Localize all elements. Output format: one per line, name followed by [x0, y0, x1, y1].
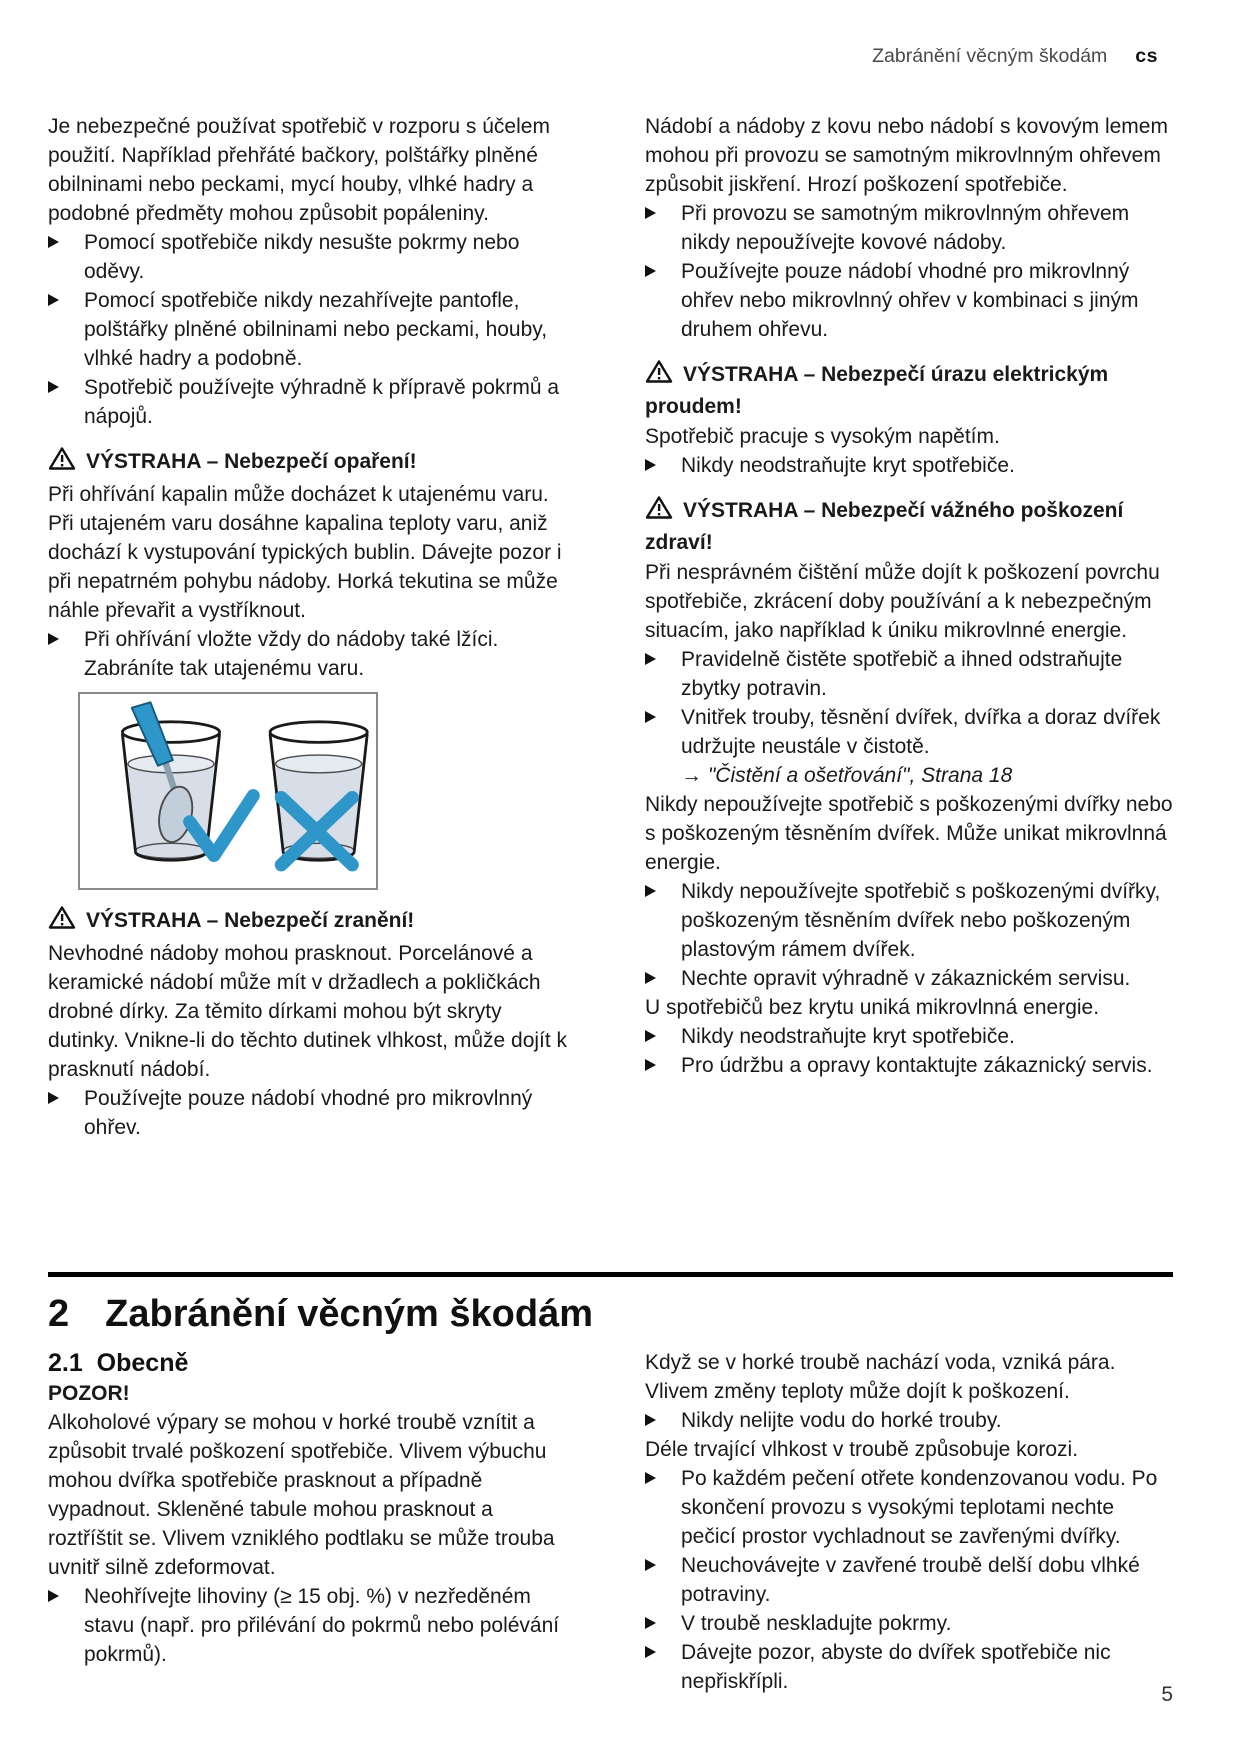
bullet-triangle-icon: [48, 1084, 84, 1142]
bullet-text: Dávejte pozor, abyste do dvířek spotřebiče nic nepřiskřípli.: [681, 1641, 1111, 1693]
bullet-triangle-icon: [48, 286, 84, 373]
bullet-text: Neuchovávejte v zavřené troubě delší dobu vlhké potraviny.: [681, 1554, 1140, 1606]
paragraph: U spotřebičů bez krytu uniká mikrovlnná energie.: [645, 996, 1100, 1019]
chapter-title: Zabránění věcným škodám: [105, 1293, 593, 1335]
bullet-triangle-icon: [645, 1609, 681, 1638]
paragraph: Alkoholové výpary se mohou v horké troubě vznítit a způsobit trvalé poškození spotřebiče. Vlivem výbuchu mohou dvířka spotřebiče prasknout a případně vypadnout. Skleněné tabule mohou prasknout a roztříštit se. Vlivem vzniklého podtlaku se může trouba uvnitř silně zdeformovat.: [48, 1411, 555, 1579]
list-item: [645, 1464, 1173, 1551]
warning-title: VÝSTRAHA – Nebezpečí úrazu elektrickým proudem!: [645, 363, 1109, 418]
chapter-heading: [48, 1292, 593, 1336]
paragraph: Při ohřívání kapalin může docházet k utajenému varu. Při utajeném varu dosáhne kapalina teploty varu, aniž dochází k vystupování typických bublin. Dávejte pozor i při nepatrném pohybu nádoby. Horká tekutina se může náhle převařit a vystříknout.: [48, 483, 562, 622]
list-item: [645, 703, 1173, 761]
bullet-text: Při ohřívání vložte vždy do nádoby také lžíci. Zabráníte tak utajenému varu.: [84, 628, 499, 680]
list-item: [48, 625, 572, 683]
section-subheading: [48, 1348, 572, 1379]
paragraph: Když se v horké troubě nachází voda, vzniká pára. Vlivem změny teploty může dojít k poškození.: [645, 1351, 1116, 1403]
bullet-triangle-icon: [645, 645, 681, 703]
paragraph: Nádobí a nádoby z kovu nebo nádobí s kovovým lemem mohou při provozu se samotným mikrovlnným ohřevem způsobit jiskření. Hrozí poškození spotřebiče.: [645, 115, 1168, 196]
bullet-text: Pravidelně čistěte spotřebič a ihned odstraňujte zbytky potravin.: [681, 648, 1123, 700]
bullet-text: Při provozu se samotným mikrovlnným ohřevem nikdy nepoužívejte kovové nádoby.: [681, 202, 1130, 254]
warning-title: VÝSTRAHA – Nebezpečí zranění!: [86, 909, 415, 932]
bottom-left-column: [48, 1348, 572, 1669]
list-item: [645, 257, 1173, 344]
paragraph: Při nesprávném čištění může dojít k poškození povrchu spotřebiče, zkrácení doby používání a k nebezpečným situacím, jako například k úniku mikrovlnné energie.: [645, 561, 1160, 642]
bullet-text: Pomocí spotřebiče nikdy nesušte pokrmy nebo oděvy.: [84, 231, 520, 283]
bullet-triangle-icon: [645, 451, 681, 480]
bullet-text: Neohřívejte lihoviny (≥ 15 obj. %) v nezředěném stavu (např. pro přilévání do pokrmů nebo polévání pokrmů).: [84, 1585, 560, 1666]
bullet-triangle-icon: [48, 625, 84, 683]
bullet-text: Nikdy neodstraňujte kryt spotřebiče.: [681, 454, 1015, 477]
bullet-text: Nikdy nelijte vodu do horké trouby.: [681, 1409, 1002, 1432]
list-item: [645, 451, 1173, 480]
warning-triangle-icon: [645, 359, 673, 392]
bullet-text: Po každém pečení otřete kondenzovanou vodu. Po skončení provozu s vysokými teplotami nechte pečicí prostor vychladnout se zavřenými dvířky.: [681, 1467, 1158, 1548]
bullet-text: Nikdy neodstraňujte kryt spotřebiče.: [681, 1025, 1015, 1048]
bullet-triangle-icon: [48, 228, 84, 286]
bullet-triangle-icon: [645, 703, 681, 761]
attention-label: POZOR!: [48, 1382, 130, 1405]
list-item: [645, 1051, 1173, 1080]
warning-title: VÝSTRAHA – Nebezpečí vážného poškození zdraví!: [645, 499, 1124, 554]
subsection-number: 2.1: [48, 1349, 83, 1377]
list-item: [645, 645, 1173, 703]
chapter-number: 2: [48, 1293, 70, 1335]
list-item: [48, 373, 572, 431]
bullet-triangle-icon: [645, 199, 681, 257]
list-item: [645, 199, 1173, 257]
bullet-triangle-icon: [645, 964, 681, 993]
warning-heading: [48, 905, 572, 938]
bullet-text: Vnitřek trouby, těsnění dvířek, dvířka a doraz dvířek udržujte neustále v čistotě.: [681, 706, 1161, 758]
bullet-text: V troubě neskladujte pokrmy.: [681, 1612, 952, 1635]
bullet-text: Spotřebič používejte výhradně k přípravě pokrmů a nápojů.: [84, 376, 560, 428]
chapter-divider-rule: [48, 1272, 1173, 1277]
list-item: [645, 1406, 1173, 1435]
list-item: [48, 286, 572, 373]
language-code: cs: [1135, 45, 1158, 67]
list-item: [645, 1551, 1173, 1609]
list-item: [645, 877, 1173, 964]
paragraph: Nevhodné nádoby mohou prasknout. Porcelánové a keramické nádobí může mít v držadlech a pokličkách drobné dírky. Za těmito dírkami mohou být skryty dutinky. Vnikne-li do těchto dutinek vlhkost, může dojít k prasknutí nádobí.: [48, 942, 568, 1081]
warning-triangle-icon: [48, 905, 76, 938]
page-number: 5: [1161, 1683, 1173, 1706]
bullet-triangle-icon: [645, 877, 681, 964]
bullet-triangle-icon: [645, 257, 681, 344]
bullet-triangle-icon: [645, 1051, 681, 1080]
bullet-text: Používejte pouze nádobí vhodné pro mikrovlnný ohřev nebo mikrovlnný ohřev v kombinaci s jiným druhem ohřevu.: [681, 260, 1139, 341]
list-item: [645, 964, 1173, 993]
list-item: [645, 1609, 1173, 1638]
list-item: [48, 1084, 572, 1142]
subsection-title: Obecně: [96, 1349, 189, 1377]
warning-heading: [645, 359, 1173, 421]
list-item: [48, 1582, 572, 1669]
running-header: [48, 42, 1158, 71]
top-right-column: [645, 112, 1173, 1080]
warning-heading: [645, 495, 1173, 557]
bullet-triangle-icon: [645, 1464, 681, 1551]
paragraph: Nikdy nepoužívejte spotřebič s poškozenými dvířky nebo s poškozeným těsněním dvířek. Může unikat mikrovlnná energie.: [645, 793, 1173, 874]
bullet-text: Pro údržbu a opravy kontaktujte zákaznický servis.: [681, 1054, 1153, 1077]
warning-title: VÝSTRAHA – Nebezpečí opaření!: [86, 450, 417, 473]
bullet-triangle-icon: [48, 373, 84, 431]
running-header-title: Zabránění věcným škodám: [872, 45, 1108, 67]
bullet-text: Používejte pouze nádobí vhodné pro mikrovlnný ohřev.: [84, 1087, 533, 1139]
list-item: [48, 228, 572, 286]
paragraph: Déle trvající vlhkost v troubě způsobuje korozi.: [645, 1438, 1079, 1461]
bullet-text: Pomocí spotřebiče nikdy nezahřívejte pantofle, polštářky plněné obilninami nebo peckami, houby, vlhké hadry a podobně.: [84, 289, 548, 370]
glasses-illustration: [85, 699, 371, 883]
bullet-triangle-icon: [645, 1551, 681, 1609]
bullet-triangle-icon: [645, 1022, 681, 1051]
bottom-right-column: [645, 1348, 1173, 1696]
warning-triangle-icon: [48, 446, 76, 479]
spoon-in-glass-figure: [78, 692, 378, 890]
warning-triangle-icon: [645, 495, 673, 528]
cross-reference: → "Čistění a ošetřování", Strana 18: [681, 764, 1013, 787]
paragraph: Je nebezpečné používat spotřebič v rozporu s účelem použití. Například přehřáté bačkory, polštářky plněné obilninami nebo peckami, mycí houby, vlhké hadry a podobné předměty mohou způsobit popáleniny.: [48, 115, 550, 225]
list-item: [645, 1022, 1173, 1051]
warning-heading: [48, 446, 572, 479]
paragraph: Spotřebič pracuje s vysokým napětím.: [645, 425, 1000, 448]
bullet-text: Nikdy nepoužívejte spotřebič s poškozenými dvířky, poškozeným těsněním dvířek nebo poškozeným plastovým rámem dvířek.: [681, 880, 1161, 961]
bullet-triangle-icon: [48, 1582, 84, 1669]
top-left-column: [48, 112, 572, 1142]
bullet-text: Nechte opravit výhradně v zákaznickém servisu.: [681, 967, 1131, 990]
bullet-triangle-icon: [645, 1406, 681, 1435]
